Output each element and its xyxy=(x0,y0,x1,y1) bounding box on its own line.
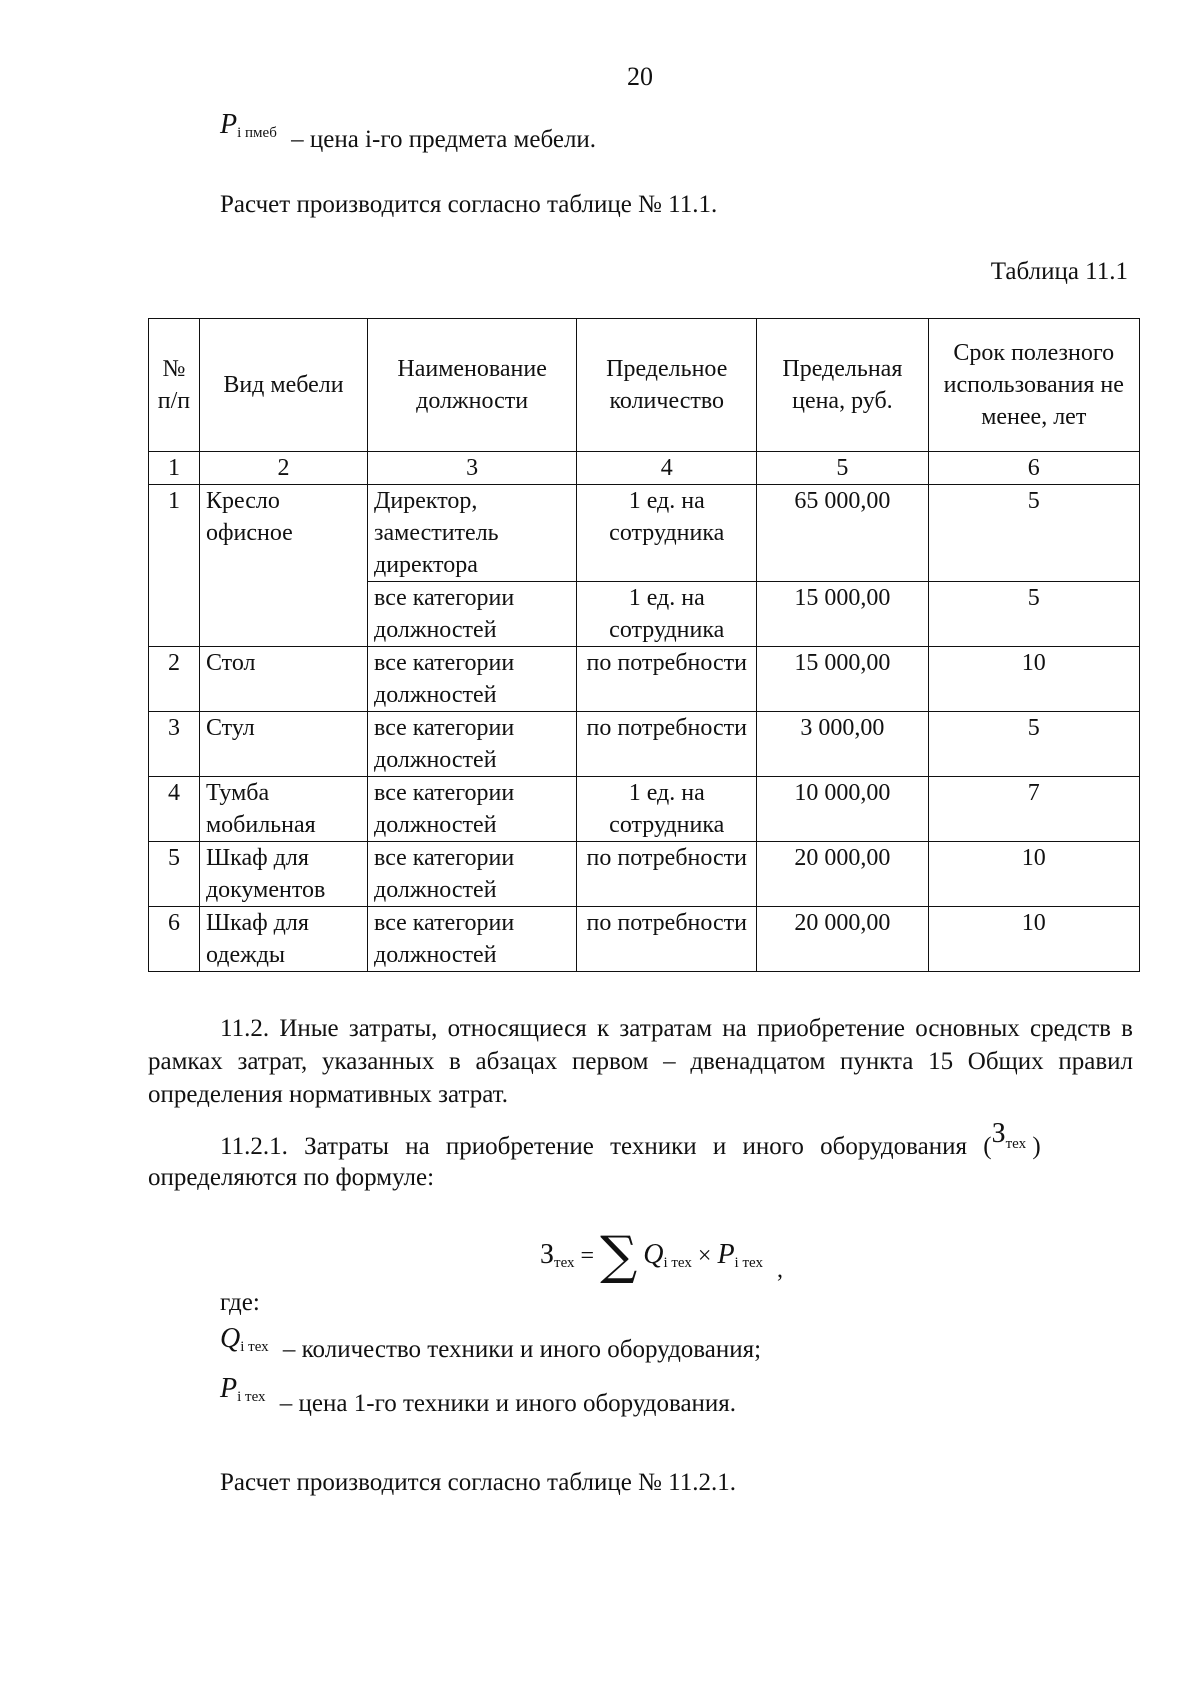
header-cell: № п/п xyxy=(149,319,200,452)
formula-equals: = xyxy=(580,1243,595,1269)
table-row xyxy=(149,777,1140,842)
paragraph-text-end: ) xyxy=(1032,1133,1041,1160)
position-name: все категории должностей xyxy=(368,907,577,972)
table-row xyxy=(149,907,1140,972)
table-row xyxy=(149,485,1140,582)
formula-lhs-subscript: тех xyxy=(554,1255,575,1271)
column-number: 2 xyxy=(199,452,367,485)
symbol-subscript: i тех xyxy=(237,1389,266,1405)
furniture-kind: Шкаф для одежды xyxy=(199,907,367,972)
position-name: все категории должностей xyxy=(368,842,577,907)
formula-lhs: З xyxy=(540,1239,555,1270)
table-caption: Таблица 11.1 xyxy=(990,258,1128,285)
header-cell: Срок полезного использования не менее, лет xyxy=(928,319,1139,452)
table-row xyxy=(149,842,1140,907)
furniture-table xyxy=(148,318,1140,972)
position-name: все категории должностей xyxy=(368,582,577,647)
limit-quantity: 1 ед. на сотрудника xyxy=(577,485,757,582)
useful-life: 5 xyxy=(928,485,1139,582)
furniture-kind: Тумба мобильная xyxy=(199,777,367,842)
limit-price: 20 000,00 xyxy=(757,842,928,907)
table-header-row xyxy=(149,319,1140,452)
paragraph-line: определяются по формуле: xyxy=(148,1164,435,1191)
header-cell: Наименование должности xyxy=(368,319,577,452)
furniture-kind: Кресло офисное xyxy=(199,485,367,647)
calculation-note: Расчет производится согласно таблице № 11.1. xyxy=(220,191,718,218)
symbol-subscript: i тех xyxy=(240,1339,269,1355)
formula-comma: , xyxy=(776,1257,783,1283)
limit-price: 65 000,00 xyxy=(757,485,928,582)
symbol-subscript: i пмеб xyxy=(237,125,277,141)
furniture-kind: Стол xyxy=(199,647,367,712)
column-number: 5 xyxy=(757,452,928,485)
column-number-row xyxy=(149,452,1140,485)
formula-p: P xyxy=(717,1239,735,1270)
limit-quantity: 1 ед. на сотрудника xyxy=(577,582,757,647)
row-number: 2 xyxy=(149,647,200,712)
limit-quantity: по потребности xyxy=(577,842,757,907)
formula-p-subscript: i тех xyxy=(734,1255,763,1271)
useful-life: 10 xyxy=(928,842,1139,907)
useful-life: 10 xyxy=(928,907,1139,972)
definition-text: – цена i-го предмета мебели. xyxy=(291,126,597,153)
limit-price: 3 000,00 xyxy=(757,712,928,777)
page-number: 20 xyxy=(627,62,653,91)
column-number: 4 xyxy=(577,452,757,485)
definition-p-pmeb xyxy=(220,108,597,153)
useful-life: 7 xyxy=(928,777,1139,842)
definition-text: – цена 1-го техники и иного оборудования. xyxy=(279,1390,737,1417)
limit-price: 15 000,00 xyxy=(757,582,928,647)
symbol-p: P xyxy=(220,1373,238,1404)
limit-quantity: 1 ед. на сотрудника xyxy=(577,777,757,842)
column-number: 1 xyxy=(149,452,200,485)
position-name: все категории должностей xyxy=(368,777,577,842)
header-cell: Предельная цена, руб. xyxy=(757,319,928,452)
paragraph-text: 11.2.1. Затраты на приобретение техники и иного оборудования ( xyxy=(220,1133,992,1160)
furniture-kind: Стул xyxy=(199,712,367,777)
table-row xyxy=(149,712,1140,777)
limit-quantity: по потребности xyxy=(577,647,757,712)
row-number: 1 xyxy=(149,485,200,647)
position-name: все категории должностей xyxy=(368,647,577,712)
row-number: 3 xyxy=(149,712,200,777)
row-number: 4 xyxy=(149,777,200,842)
position-name: Директор, заместитель директора xyxy=(368,485,577,582)
definition-q-tex xyxy=(220,1322,762,1364)
row-number: 5 xyxy=(149,842,200,907)
useful-life: 5 xyxy=(928,712,1139,777)
table-row xyxy=(149,647,1140,712)
definition-text: – количество техники и иного оборудования; xyxy=(282,1336,762,1363)
column-number: 3 xyxy=(368,452,577,485)
formula-q-subscript: i тех xyxy=(663,1255,692,1271)
sum-symbol: ∑ xyxy=(600,1226,638,1286)
calculation-note: Расчет производится согласно таблице № 11.2.1. xyxy=(220,1469,736,1496)
limit-quantity: по потребности xyxy=(577,907,757,972)
definition-p-tex xyxy=(220,1372,737,1417)
column-number: 6 xyxy=(928,452,1139,485)
where-label: где: xyxy=(220,1289,260,1316)
header-cell: Вид мебели xyxy=(199,319,367,452)
useful-life: 5 xyxy=(928,582,1139,647)
paragraph-11-2: 11.2. Иные затраты, относящиеся к затратам на приобретение основных средств в рамках затрат, указанных в абзацах первом – двенадцатом пункта 15 Общих правил определения нормативных затрат. xyxy=(148,1015,1133,1108)
formula xyxy=(540,1226,783,1286)
furniture-kind: Шкаф для документов xyxy=(199,842,367,907)
useful-life: 10 xyxy=(928,647,1139,712)
formula-q: Q xyxy=(643,1239,664,1270)
row-number: 6 xyxy=(149,907,200,972)
limit-price: 20 000,00 xyxy=(757,907,928,972)
limit-price: 15 000,00 xyxy=(757,647,928,712)
header-cell: Предельное количество xyxy=(577,319,757,452)
limit-price: 10 000,00 xyxy=(757,777,928,842)
symbol-subscript: тех xyxy=(1005,1136,1027,1152)
symbol-q: Q xyxy=(220,1323,241,1354)
limit-quantity: по потребности xyxy=(577,712,757,777)
paragraph-11-2-1 xyxy=(220,1118,1133,1163)
symbol-p: P xyxy=(220,109,238,140)
symbol-z: З xyxy=(991,1118,1006,1149)
formula-times: × xyxy=(697,1243,712,1269)
position-name: все категории должностей xyxy=(368,712,577,777)
